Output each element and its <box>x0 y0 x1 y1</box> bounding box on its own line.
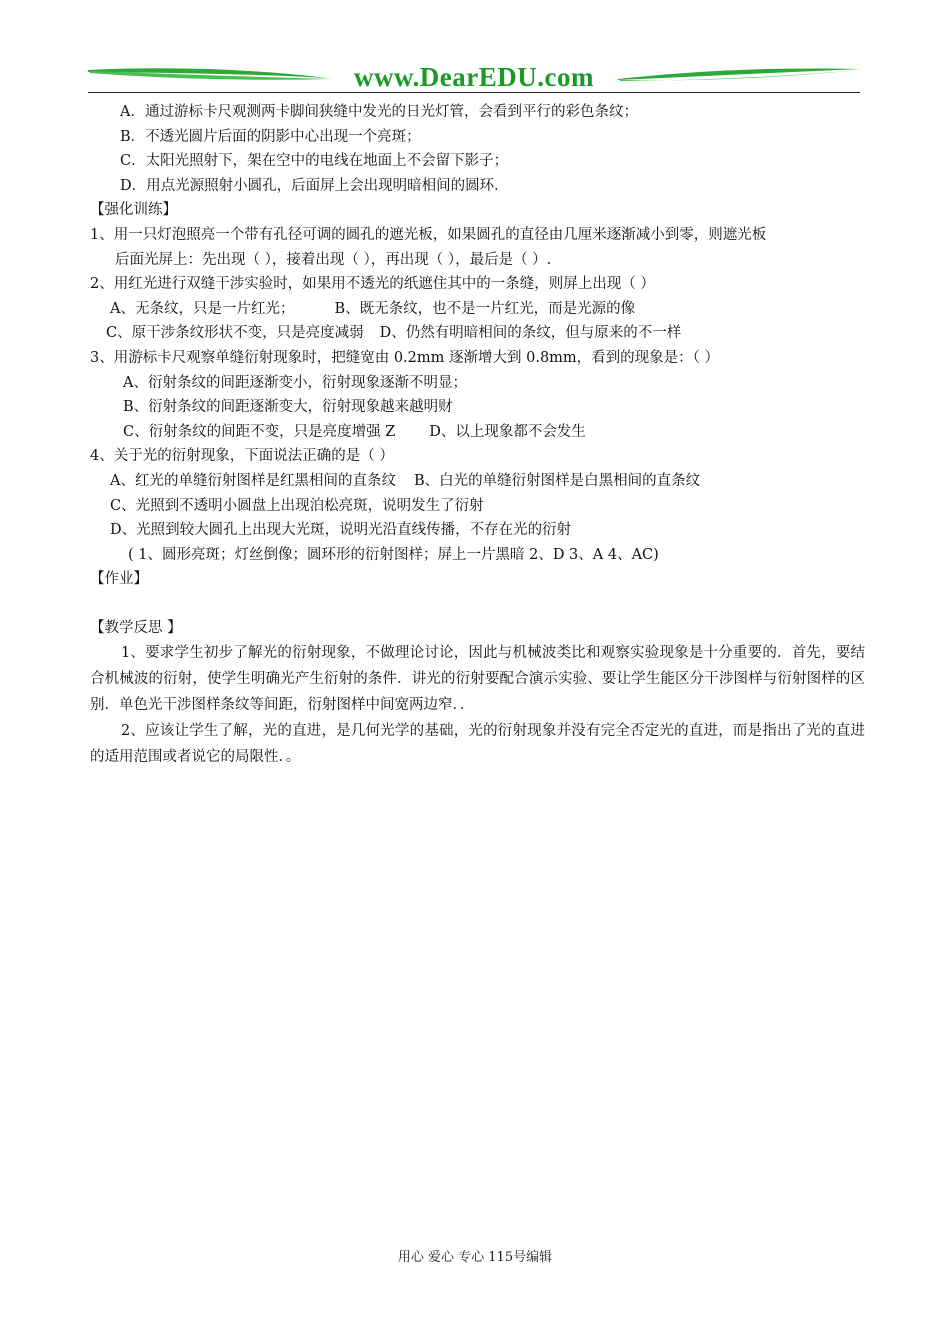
question-3-option-c: C、衍射条纹的间距不变，只是亮度增强 Z <box>123 423 396 440</box>
option-c: C．太阳光照射下，架在空中的电线在地面上不会留下影子； <box>120 153 509 170</box>
question-2-option-d: D、仍然有明暗相间的条纹，但与原来的不一样 <box>379 325 682 342</box>
option-a: A．通过游标卡尺观测两卡脚间狭缝中发光的日光灯管，会看到平行的彩色条纹； <box>120 104 638 120</box>
answer-key: ( 1、圆形亮斑；灯丝倒像；圆环形的衍射图样；屏上一片黑暗 2、D 3、A 4、AC) <box>128 546 659 563</box>
option-d: D．用点光源照射小圆孔，后面屏上会出现明暗相间的圆环． <box>120 177 509 194</box>
page-header <box>88 60 860 96</box>
question-2-option-a: A、无条纹，只是一片红光； <box>110 300 295 317</box>
question-1-line2: 后面光屏上：先出现（ ），接着出现（ ），再出现（ ），最后是（ ）. <box>115 251 552 268</box>
question-3-option-b: B、衍射条纹的间距逐渐变大，衍射现象越来越明财 <box>123 399 453 416</box>
question-1-line1: 1、用一只灯泡照亮一个带有孔径可调的圆孔的遮光板，如果圆孔的直径由几厘米逐渐减小到零，则遮光板 <box>90 226 767 243</box>
question-4-option-a: A、红光的单缝衍射图样是红黑相间的直条纹 <box>110 472 396 489</box>
question-3-stem: 3、用游标卡尺观察单缝衍射现象时，把缝宽由 0.2mm 逐渐增大到 0.8mm，看到的现象是：（ ） <box>90 349 720 366</box>
question-3-option-d: D、以上现象都不会发生 <box>429 423 586 440</box>
question-2-option-c: C、原干涉条纹形状不变，只是亮度减弱 <box>106 325 364 342</box>
question-4-options-ab <box>90 469 865 494</box>
site-logo: www.DearEDU.com <box>354 62 594 92</box>
option-b: B．不透光圆片后面的阴影中心出现一个亮斑； <box>120 128 421 145</box>
reflection-heading: 【教学反思 】 <box>90 619 182 636</box>
training-heading: 【强化训练】 <box>90 202 177 219</box>
document-body <box>90 100 865 770</box>
question-3-option-a: A、衍射条纹的间距逐渐变小，衍射现象逐渐不明显； <box>123 374 467 391</box>
question-4-option-d: D、光照到较大圆孔上出现大光斑，说明光沿直线传播，不存在光的衍射 <box>110 522 572 539</box>
question-4-option-c: C、光照到不透明小圆盘上出现泊松亮斑，说明发生了衍射 <box>110 497 484 514</box>
header-divider <box>88 92 860 93</box>
reflection-paragraph-2: 2、应该让学生了解，光的直进，是几何光学的基础，光的衍射现象并没有完全否定光的直进，而是指出了光的直进的适用范围或者说它的局限性．。 <box>90 723 865 766</box>
question-2-options-cd <box>90 321 865 346</box>
reflection-paragraph-1: 1、要求学生初步了解光的衍射现象，不做理论讨论，因此与机械波类比和观察实验现象是十分重要的．首先，要结合机械波的衍射，使学生明确光产生衍射的条件．讲光的衍射要配合演示实验、要让学生能区分干涉图样与衍射图样的区别．单色光干涉图样条纹等间距，衍射图样中间宽两边窄．． <box>90 645 865 714</box>
question-2-option-b: B、既无条纹，也不是一片红光，而是光源的像 <box>334 300 636 317</box>
question-4-stem: 4、关于光的衍射现象，下面说法正确的是（ ） <box>90 448 394 465</box>
question-3-options-cd <box>90 420 865 445</box>
page-footer: 用心 爱心 专心 115号编辑 <box>397 1250 553 1265</box>
question-2-options-ab <box>90 297 865 322</box>
question-4-option-b: B、白光的单缝衍射图样是白黑相间的直条纹 <box>413 472 701 489</box>
question-2-stem: 2、用红光进行双缝干涉实验时，如果用不透光的纸遮住其中的一条缝，则屏上出现（ ） <box>90 276 655 293</box>
homework-heading: 【作业】 <box>90 571 148 588</box>
